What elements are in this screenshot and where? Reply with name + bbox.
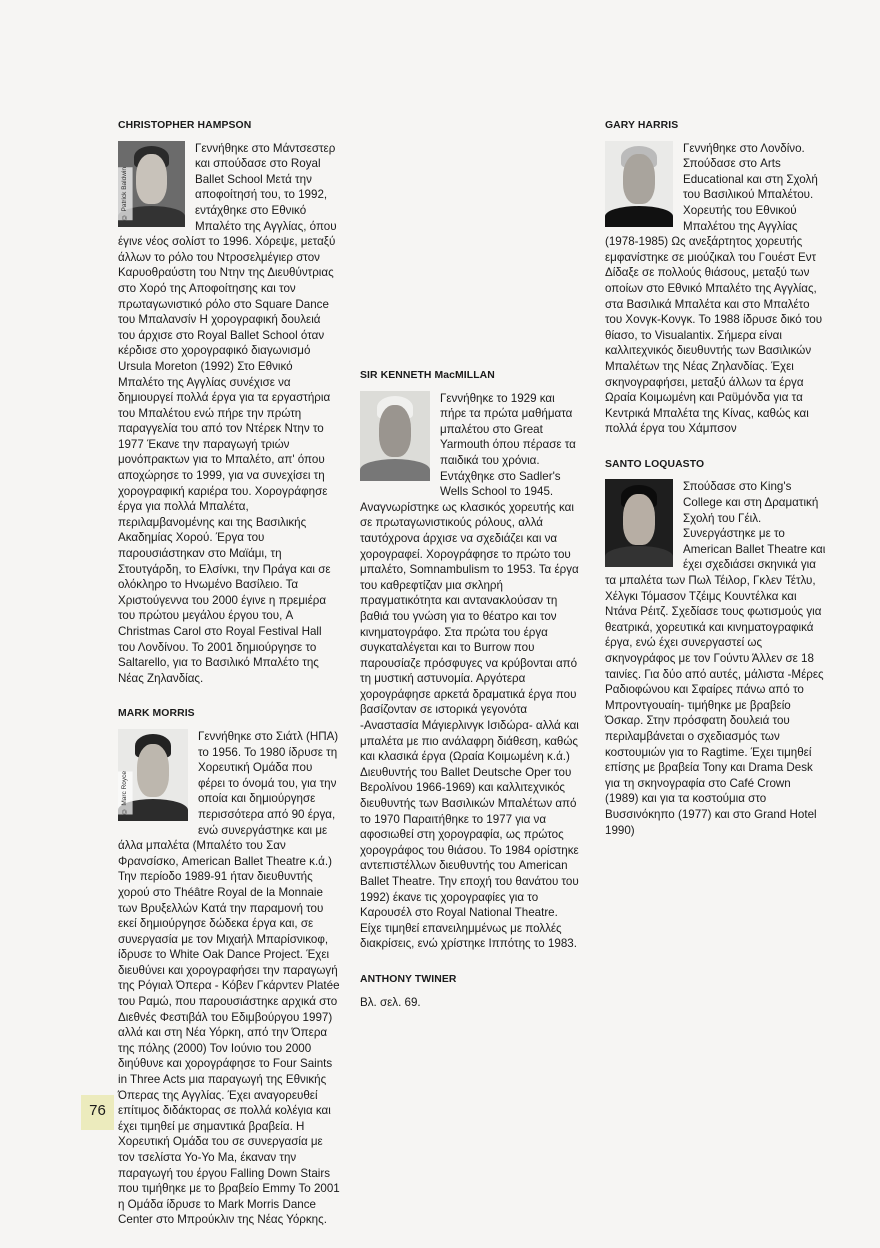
entry-name: MARK MORRIS <box>118 708 195 720</box>
entry-bio: Σπούδασε στο King's College και στη Δραματική Σχολή του Γέιλ. Συνεργάστηκε με το American Ballet Theatre και έχει σχεδιάσει σκηνικά για τα μπαλέτα των Πωλ Τέιλορ, Γκλεν Τέτλυ, Χέλγκι Τόμασον Τζέιμς Κουντέλκα και Ντάνα Ρέιτζ. Σχεδίασε τους φωτισμούς για θεατρικά, χορευτικά και κινηματογραφικά έργα, ενώ έχει συνεργαστεί ως σκηνογράφος με τον Γούντυ Άλλεν σε 18 ταινίες. Για δύο από αυτές, μάλιστα -Μέρες Ραδιοφώνου και Σφαίρες πάνω από το Μπροντγουαίη- τιμήθηκε με βραβείο Όσκαρ. Στην πρόσφατη δουλειά του περιλαμβάνεται ο σχεδιασμός των κοστουμιών για το Ragtime. Έχει τιμηθεί επίσης με βραβεία Tony και Drama Desk για τη σκηνογραφία στο Café Crown (1989) και για τα κοστούμια στο Βυσσινόκηπο (1977) και στο Grand Hotel 1990) <box>605 480 826 837</box>
portrait-photo-morris <box>118 729 188 821</box>
page-number: 76 <box>81 1095 114 1130</box>
portrait-photo-hampson <box>118 141 185 227</box>
entry-bio: Γεννήθηκε στο Μάντσεστερ και σπούδασε στο Royal Ballet School Μετά την αποφοίτησή του, το 1992, εντάχθηκε στο Εθνικό Μπαλέτο της Αγγλίας, όπου έγινε νέος σολίστ το 1996. Χόρεψε, μεταξύ άλλων το ρόλο του Ντροσελμέγιερ στον Καρυοθραύστη του Ντην της Διευθύντριας στο Χορό της Αποφοίτησης και τον πρωταγωνιστικό ρόλο στο Square Dance του Μπαλανσίν Η χορογραφική δουλειά του άρχισε στο Royal Ballet School όταν κέρδισε στο χορογραφικό διαγωνισμό Ursula Moreton (1992) Στο Εθνικό Μπαλέτο της Αγγλίας συνέχισε να δημιουργεί πολλά έργα για τα εργαστήρια του Μπαλέτου ενώ πήρε την πρώτη παραγγελία του από τον Ντέρεκ Ντην το 1977 Έκανε την παραγωγή τριών μονόπρακτων για το Μπαλέτο, απ' όπου αποχώρησε το 1999, για να συνεχίσει τη χορογραφική καριέρα του. Χορογράφησε έργα για πολλά Μπαλέτα, περιλαμβανομένης και της Βασιλικής Ακαδημίας Χορού. Έργα του παρουσιάστηκαν στο Μαϊάμι, τη Στουτγάρδη, το Ελσίνκι, την Πράγα και σε ολόκληρο το Ηνωμένο Βασίλειο. Τα Χριστούγεννα του 2000 έγινε η πρεμιέρα του πρώτου μεγάλου έργου του, A Christmas Carol στο Royal Festival Hall του Λονδίνου. Το 2001 δημιούργησε το Saltarello, για το Βασιλικό Μπαλέτο της Νέας Ζηλανδίας. <box>118 141 337 685</box>
entry-name: ANTHONY TWINER <box>360 973 457 985</box>
entry-name: GARY HARRIS <box>605 120 679 131</box>
entry-hampson <box>118 118 340 686</box>
entry-name: SANTO LOQUASTO <box>605 458 705 470</box>
entry-bio: Γεννήθηκε το 1929 και πήρε τα πρώτα μαθήματα μπαλέτου στο Great Yarmouth όπου πέρασε τα παιδικά του χρόνια. Εντάχθηκε στο Sadler's Wells School το 1945. Αναγνωρίστηκε ως κλασικός χορευτής και σε πρωταγωνιστικούς ρόλους, αλλά ταυτόχρονα άρχισε να σχεδιάζει και να χορογραφεί. Χορογράφησε το πρώτο του μπαλέτο, Somnambulism το 1953. Τα έργα του καθρεφτίζαν μια σκληρή πραγματικότητα και αντανακλούσαν τη βαθιά του γνώση για το θέατρο και τον κινηματογράφο. Στα πρώτα του έργα συγκαταλέγεται και το Burrow που παρουσίαζε πρόσφυγες να κρύβονται από τη μυστική αστυνομία. Αργότερα χορογράφησε αρκετά δραματικά έργα που βασίζονταν σε ιστορικά γεγονότα -Αναστασία Μάγιερλινγκ Ισιδώρα- αλλά και μπαλέτα με πιο ανάλαφρη διάθεση, καθώς και κλασικά έργα (Ωραία Κοιμωμένη κ.ά.) Διευθυντής του Ballet Deutsche Oper του Βερολίνου 1966-1969) και καλλιτεχνικός διευθυντής των Βασιλικών Μπαλέτων από το 1970 Παραιτήθηκε το 1977 για να αφοσιωθεί στη χορογραφία, ως πρώτος χορογράφος του θιάσου. Το 1984 ορίστηκε αντεπιστέλλων διευθυντής του American Ballet Theatre. Την εποχή του θανάτου του 1992) έκανε τις χορογραφίες για το Καρουσέλ στο Royal National Theatre. Είχε τιμηθεί επανειλημμένως με πολλές διακρίσεις, ενώ χρίστηκε Ιππότης το 1983. <box>360 391 579 951</box>
entry-bio: Βλ. σελ. 69. <box>360 995 421 1009</box>
portrait-photo-macmillan <box>360 391 430 481</box>
column-2 <box>360 368 580 1030</box>
entry-bio: Γεννήθηκε στο Λονδίνο. Σπούδασε στο Arts Educational και στη Σχολή του Βασιλικού Μπαλέτου. Χορευτής του Εθνικού Μπαλέτου της Αγγλίας (1978-1985) Ως ανεξάρτητος χορευτής εμφανίστηκε σε μιούζικαλ του Γουέστ Εντ Δίδαξε σε πολλούς θιάσους, μεταξύ των οποίων στο Εθνικό Μπαλέτο της Αγγλίας, στα Βασιλικά Μπαλέτα και στο Μπαλέτο του Χονγκ-Κονγκ. Το 1988 ίδρυσε δικό του θίασο, το Visualantix. Σήμερα είναι καλλιτεχνικός διευθυντής των Βασιλικών Μπαλέτων της Νέας Ζηλανδίας. Έχει σκηνογραφήσει, μεταξύ άλλων τα έργα Ωραία Κοιμωμένη και Ραϋμόνδα για τα Κεντρικά Μπαλέτα της Κίνας, καθώς και πολλά έργα του Χάμπσον <box>605 141 823 436</box>
entry-harris <box>605 118 827 437</box>
entry-twiner <box>360 972 580 1010</box>
portrait-photo-harris <box>605 141 673 227</box>
photo-credit: © Marc Royce <box>118 771 133 814</box>
column-1 <box>118 118 340 1248</box>
portrait-photo-loquasto <box>605 479 673 567</box>
entry-name: CHRISTOPHER HAMPSON <box>118 120 252 131</box>
entry-macmillan <box>360 368 580 952</box>
column-3 <box>605 118 827 858</box>
entry-morris <box>118 706 340 1228</box>
photo-credit: © Patrick Baldwin <box>118 167 133 220</box>
entry-bio: Γεννήθηκε στο Σιάτλ (ΗΠΑ) το 1956. Το 1980 ίδρυσε τη Χορευτική Ομάδα που φέρει το όνομά του, για την οποία και δημιούργησε περισσότερα από 90 έργα, ενώ συνεργάστηκε και με άλλα μπαλέτα (Μπαλέτο του Σαν Φρανσίσκο, American Ballet Theatre κ.ά.) Την περίοδο 1989-91 ήταν διευθυντής χορού στο Théâtre Royal de la Monnaie των Βρυξελλών Κατά την παραμονή του εκεί δημιούργησε δώδεκα έργα και, σε συνεργασία με τον Μιχαήλ Μπαρίσνικοφ, ίδρυσε το White Oak Dance Project. Έχει διευθύνει και χορογραφήσει την παραγωγή της Ρόγιαλ Όπερα - Κόβεν Γκάρντεν Platée του Ραμώ, που παρουσιάστηκε αρχικά στο Διεθνές Φεστιβάλ του Εδιμβούργου 1997) αλλά και στη Νέα Υόρκη, από την Όπερα της πόλης (2000) Τον Ιούνιο του 2000 διηύθυνε και χορογράφησε το Four Saints in Three Acts μια παραγωγή της Εθνικής Όπερας της Αγγλίας. Έχει αναγορευθεί επίτιμος διδάκτορας σε πολλά κολέγια και έχει τιμηθεί με σημαντικά βραβεία. Η Χορευτική Ομάδα του σε συνεργασία με τον τσελίστα Yo-Yo Ma, έκαναν την παραγωγή του έργου Falling Down Stairs που τιμήθηκε με το βραβείο Emmy Το 2001 η Ομάδα ίδρυσε το Mark Morris Dance Center στο Μπρούκλιν της Νέας Υόρκης. <box>118 729 340 1227</box>
entry-loquasto <box>605 457 827 838</box>
entry-name: SIR KENNETH MacMILLAN <box>360 370 495 381</box>
